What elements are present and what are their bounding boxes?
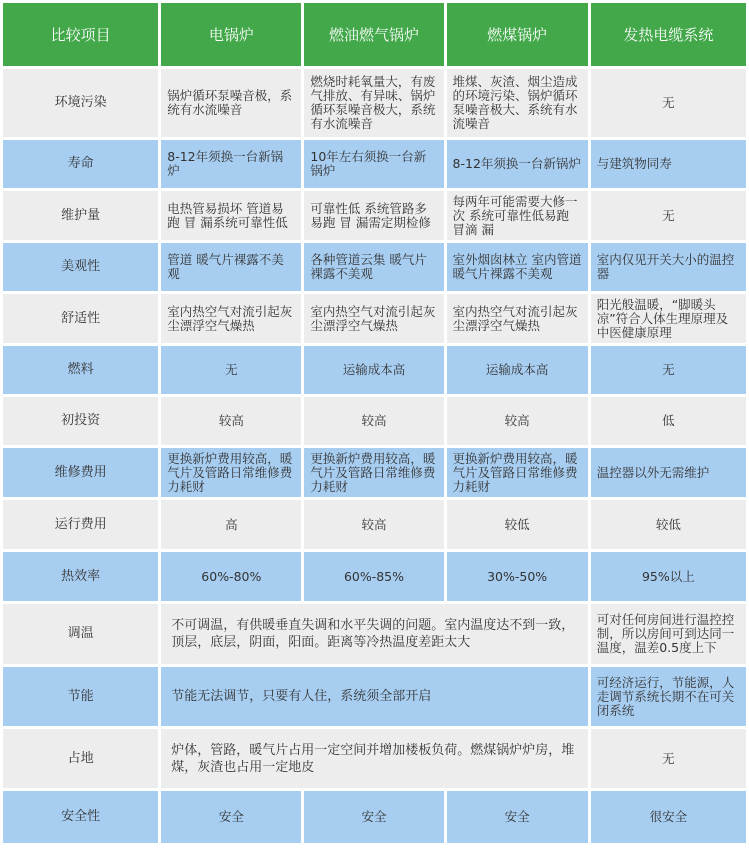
table-cell: 无 [591,346,746,394]
header-row [3,3,746,66]
table-cell: 燃烧时耗氧量大，有废气排放、有异味、锅炉循环泵噪音极大，系统有水流噪音 [304,69,443,137]
row-label: 环境污染 [3,69,158,137]
table-row [3,729,746,788]
row-label: 寿命 [3,140,158,188]
table-cell: 室内热空气对流引起灰尘漂浮空气燥热 [304,294,443,343]
row-label: 调温 [3,604,158,664]
row-label: 燃料 [3,346,158,394]
row-label: 维护量 [3,191,158,240]
row-label: 占地 [3,729,158,788]
table-cell: 较高 [304,397,443,445]
table-row [3,140,746,188]
row-label: 安全性 [3,791,158,843]
table-cell: 堆煤、灰渣、烟尘造成的环境污染、锅炉循环泵噪音极大、系统有水流噪音 [447,69,588,137]
merged-cell: 炉体，管路，暖气片占用一定空间并增加楼板负荷。燃煤锅炉炉房，堆煤，灰渣也占用一定地皮 [161,729,587,788]
table-cell: 管道 暖气片裸露不美观 [161,243,301,291]
table-cell: 与建筑物同寿 [591,140,746,188]
table-cell: 更换新炉费用较高，暖气片及管路日常维修费力耗财 [447,448,588,497]
table-cell: 可经济运行，节能源，人走调节系统长期不在可关闭系统 [591,667,746,726]
table-cell: 更换新炉费用较高，暖气片及管路日常维修费力耗财 [304,448,443,497]
header-cell: 燃油燃气锅炉 [304,3,443,66]
table-cell: 室内热空气对流引起灰尘漂浮空气燥热 [447,294,588,343]
table-cell: 8-12年须换一台新锅炉 [447,140,588,188]
table-cell: 较高 [447,397,588,445]
table-cell: 10年左右须换一台新锅炉 [304,140,443,188]
table-cell: 每两年可能需要大修一次 系统可靠性低易跑 冒滴 漏 [447,191,588,240]
table-cell: 室内热空气对流引起灰尘漂浮空气燥热 [161,294,301,343]
table-cell: 低 [591,397,746,445]
table-cell: 较高 [304,500,443,549]
table-cell: 60%-85% [304,552,443,601]
table-cell: 无 [591,69,746,137]
row-label: 美观性 [3,243,158,291]
table-cell: 锅炉循环泵噪音极，系统有水流噪音 [161,69,301,137]
table-cell: 95%以上 [591,552,746,601]
table-cell: 可对任何房间进行温控控制，所以房间可到达同一温度，温差0.5度上下 [591,604,746,664]
table-cell: 运输成本高 [447,346,588,394]
table-cell: 安全 [304,791,443,843]
table-row [3,191,746,240]
table-cell: 30%-50% [447,552,588,601]
table-row [3,397,746,445]
table-row [3,294,746,343]
table-cell: 无 [591,191,746,240]
table-row [3,604,746,664]
header-cell: 燃煤锅炉 [447,3,588,66]
table-row [3,791,746,843]
row-label: 维修费用 [3,448,158,497]
table-cell: 无 [161,346,301,394]
table-cell: 温控器以外无需维护 [591,448,746,497]
merged-cell: 不可调温，有供暖垂直失调和水平失调的问题。室内温度达不到一致，顶层，底层，阴面，阳面。距离等冷热温度差距太大 [161,604,587,664]
table-cell: 较低 [447,500,588,549]
table-row [3,667,746,726]
row-label: 运行费用 [3,500,158,549]
table-cell: 8-12年须换一台新锅炉 [161,140,301,188]
table-cell: 较高 [161,397,301,445]
header-cell: 比较项目 [3,3,158,66]
table-row [3,448,746,497]
table-cell: 高 [161,500,301,549]
table-cell: 阳光般温暖，“脚暖头凉”符合人体生理原理及中医健康原理 [591,294,746,343]
table-cell: 可靠性低 系统管路多易跑 冒 漏需定期检修 [304,191,443,240]
table-row [3,69,746,137]
table-row [3,346,746,394]
table-row [3,243,746,291]
header-cell: 发热电缆系统 [591,3,746,66]
merged-cell: 节能无法调节，只要有人住，系统须全部开启 [161,667,587,726]
table-cell: 安全 [447,791,588,843]
table-cell: 各种管道云集 暖气片裸露不美观 [304,243,443,291]
table-cell: 无 [591,729,746,788]
table-cell: 室内仅见开关大小的温控器 [591,243,746,291]
table-cell: 室外烟囱林立 室内管道 暖气片裸露不美观 [447,243,588,291]
table-cell: 较低 [591,500,746,549]
row-label: 热效率 [3,552,158,601]
row-label: 节能 [3,667,158,726]
table-cell: 运输成本高 [304,346,443,394]
table-cell: 更换新炉费用较高，暖气片及管路日常维修费力耗财 [161,448,301,497]
table-row [3,552,746,601]
row-label: 初投资 [3,397,158,445]
header-cell: 电锅炉 [161,3,301,66]
table-row [3,500,746,549]
table-cell: 很安全 [591,791,746,843]
table-cell: 60%-80% [161,552,301,601]
row-label: 舒适性 [3,294,158,343]
table-cell: 安全 [161,791,301,843]
table-cell: 电热管易损坏 管道易跑 冒 漏系统可靠性低 [161,191,301,240]
